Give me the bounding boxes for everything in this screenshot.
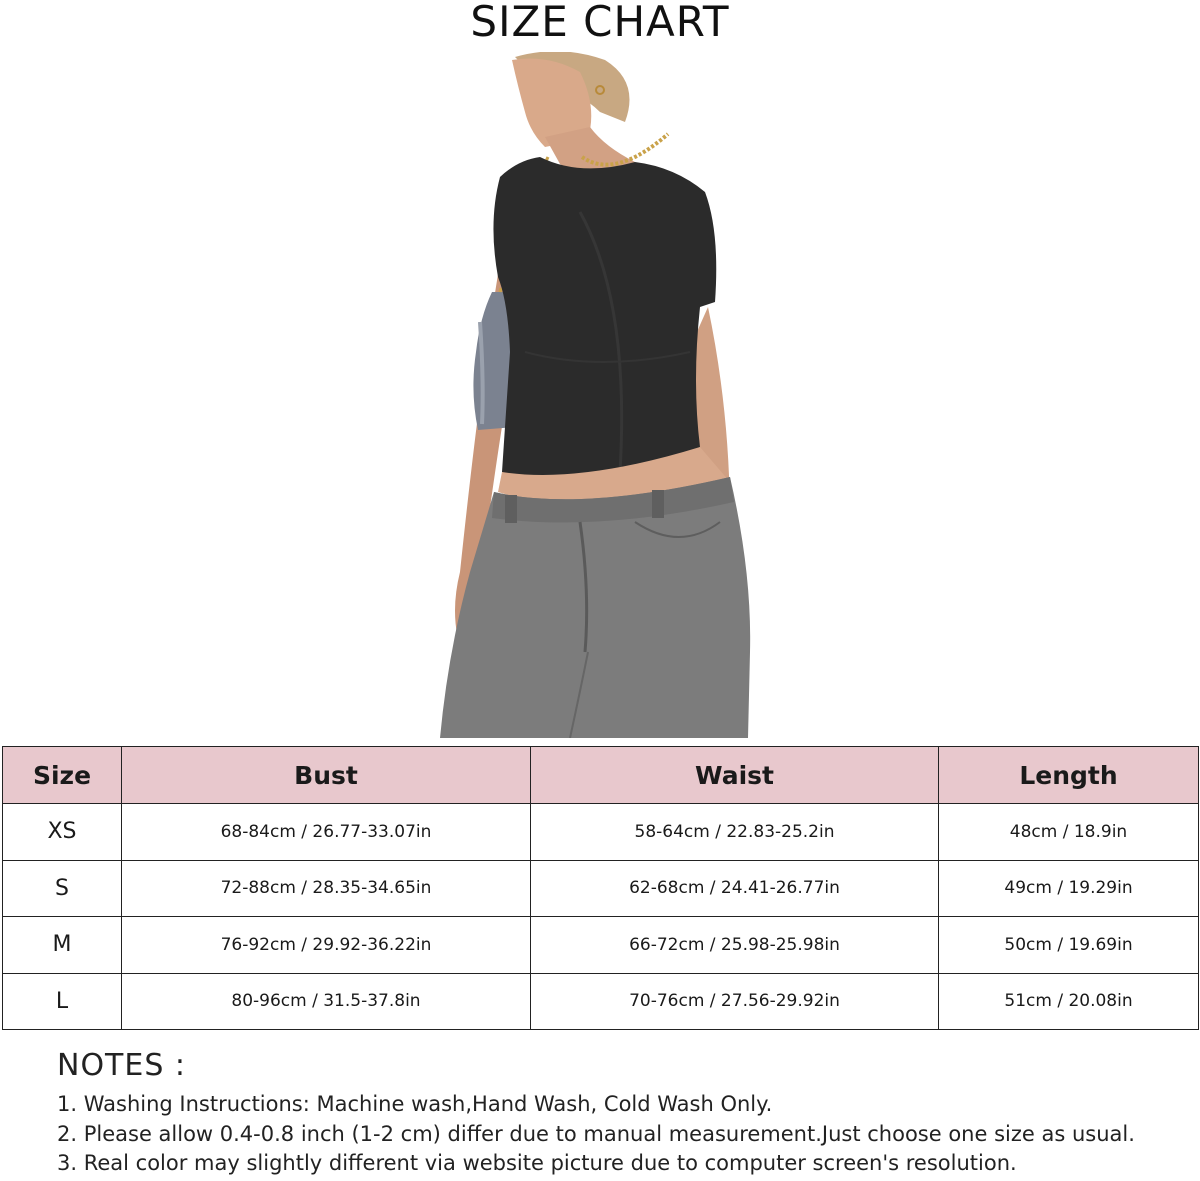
header-waist: Waist xyxy=(531,747,939,804)
notes-title: NOTES : xyxy=(57,1048,187,1083)
waist-cell: 58-64cm / 22.83-25.2in xyxy=(531,804,939,861)
length-cell: 51cm / 20.08in xyxy=(939,973,1199,1030)
table-row xyxy=(3,804,1199,861)
header-size: Size xyxy=(3,747,122,804)
length-cell: 48cm / 18.9in xyxy=(939,804,1199,861)
note-item: 3. Real color may slightly different via website picture due to computer screen's resolution. xyxy=(57,1151,1017,1175)
model-photo xyxy=(430,52,780,738)
waist-cell: 62-68cm / 24.41-26.77in xyxy=(531,860,939,917)
note-item: 2. Please allow 0.4-0.8 inch (1-2 cm) differ due to manual measurement.Just choose one size as usual. xyxy=(57,1121,1135,1146)
waist-cell: 70-76cm / 27.56-29.92in xyxy=(531,973,939,1030)
size-table xyxy=(2,746,1199,1030)
page-title: SIZE CHART xyxy=(470,0,730,46)
size-cell: M xyxy=(3,917,122,974)
size-cell: S xyxy=(3,860,122,917)
table-header-row xyxy=(3,747,1199,804)
bust-cell: 76-92cm / 29.92-36.22in xyxy=(122,917,531,974)
header-bust: Bust xyxy=(122,747,531,804)
table-row xyxy=(3,860,1199,917)
size-cell: L xyxy=(3,973,122,1030)
length-cell: 49cm / 19.29in xyxy=(939,860,1199,917)
bust-cell: 72-88cm / 28.35-34.65in xyxy=(122,860,531,917)
header-length: Length xyxy=(939,747,1199,804)
notes-section xyxy=(57,1046,1177,1179)
length-cell: 50cm / 19.69in xyxy=(939,917,1199,974)
waist-cell: 66-72cm / 25.98-25.98in xyxy=(531,917,939,974)
bust-cell: 68-84cm / 26.77-33.07in xyxy=(122,804,531,861)
size-cell: XS xyxy=(3,804,122,861)
table-row xyxy=(3,973,1199,1030)
note-item: 1. Washing Instructions: Machine wash,Hand Wash, Cold Wash Only. xyxy=(57,1092,773,1116)
bust-cell: 80-96cm / 31.5-37.8in xyxy=(122,973,531,1030)
table-row xyxy=(3,917,1199,974)
notes-list xyxy=(57,1090,1177,1179)
